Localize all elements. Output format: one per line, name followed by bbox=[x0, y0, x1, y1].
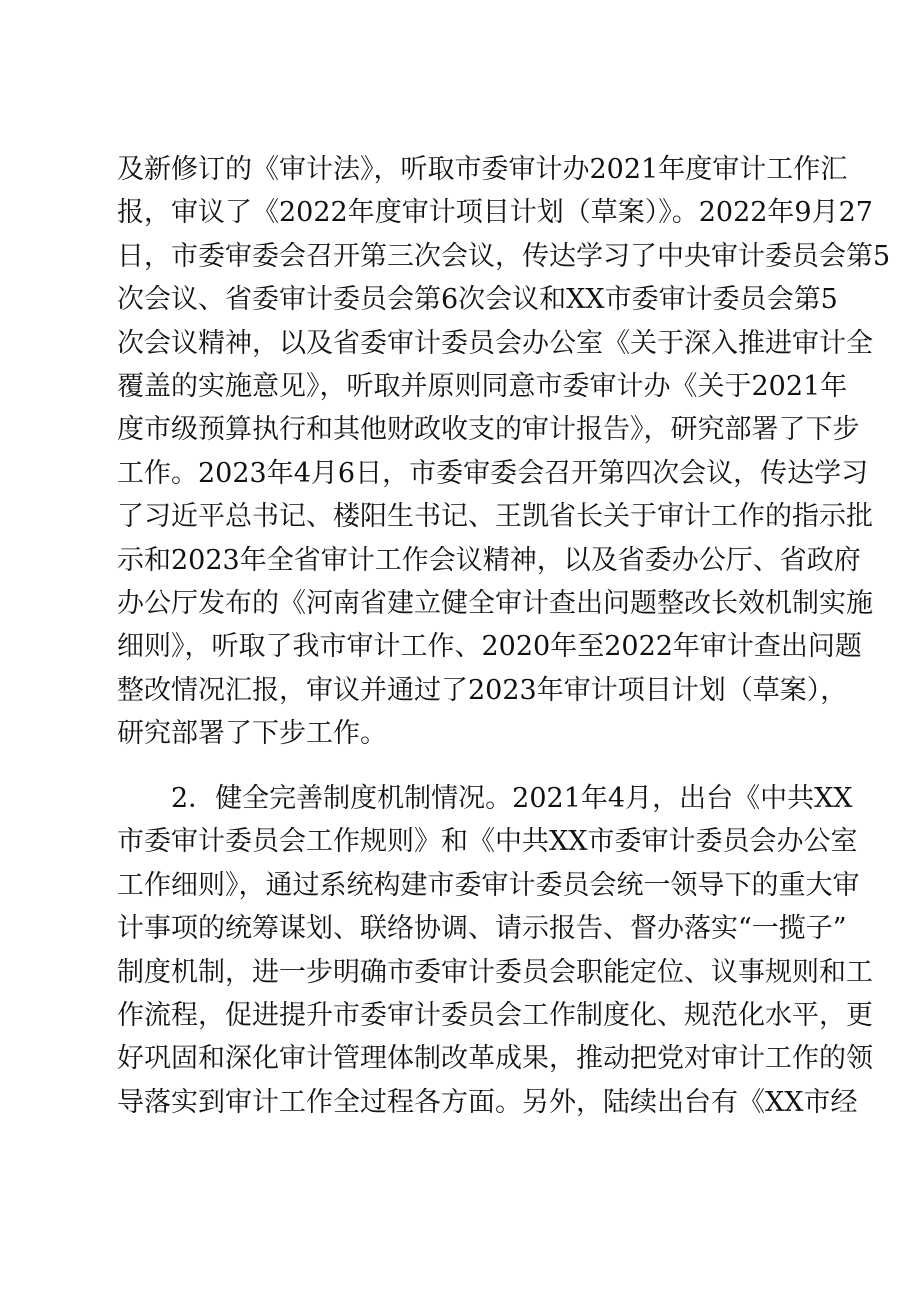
text-line: 度市级预算执行和其他财政收支的审计报告》，研究部署了下步 bbox=[117, 414, 860, 446]
text-line: 工作细则》，通过系统构建市委审计委员会统一领导下的重大审 bbox=[117, 869, 860, 901]
text-line: 作流程，促进提升市委审计委员会工作制度化、规范化水平，更 bbox=[117, 999, 873, 1031]
paragraph-institutional-mechanisms bbox=[117, 777, 873, 1124]
text-line: 整改情况汇报，审议并通过了2023年审计项目计划（草案）， bbox=[117, 674, 848, 706]
text-line: 计事项的统筹谋划、联络协调、请示报告、督办落实“一揽子” bbox=[117, 913, 847, 945]
text-line: 工作。2023年4月6日，市委审委会召开第四次会议，传达学习 bbox=[117, 457, 869, 489]
text-line: 导落实到审计工作全过程各方面。另外，陆续出台有《XX市经 bbox=[117, 1086, 858, 1118]
text-line: 日，市委审委会召开第三次会议，传达学习了中央审计委员会第5 bbox=[117, 240, 891, 272]
paragraph-audit-meetings bbox=[117, 148, 891, 755]
text-line: 制度机制，进一步明确市委审计委员会职能定位、议事规则和工 bbox=[117, 956, 873, 988]
text-line: 覆盖的实施意见》，听取并原则同意市委审计办《关于2021年 bbox=[117, 370, 848, 402]
text-line: 示和2023年全省审计工作会议精神，以及省委办公厅、省政府 bbox=[117, 544, 861, 576]
text-line: 2．健全完善制度机制情况。2021年4月，出台《中共XX bbox=[171, 783, 853, 814]
text-line: 市委审计委员会工作规则》和《中共XX市委审计委员会办公室 bbox=[117, 826, 858, 858]
text-line: 报，审议了《2022年度审计项目计划（草案）》。2022年9月27 bbox=[117, 197, 873, 229]
text-line: 细则》，听取了我市审计工作、2020年至2022年审计查出问题 bbox=[117, 631, 862, 663]
text-line: 及新修订的《审计法》，听取市委审计办2021年度审计工作汇 bbox=[117, 154, 848, 185]
text-line: 次会议精神，以及省委审计委员会办公室《关于深入推进审计全 bbox=[117, 327, 873, 359]
text-line: 研究部署了下步工作。 bbox=[117, 718, 387, 750]
text-line: 了习近平总书记、楼阳生书记、王凯省长关于审计工作的指示批 bbox=[117, 501, 873, 533]
text-line: 次会议、省委审计委员会第6次会议和XX市委审计委员会第5 bbox=[117, 284, 838, 316]
text-line: 办公厅发布的《河南省建立健全审计查出问题整改长效机制实施 bbox=[117, 587, 873, 619]
text-line: 好巩固和深化审计管理体制改革成果，推动把党对审计工作的领 bbox=[117, 1043, 873, 1075]
